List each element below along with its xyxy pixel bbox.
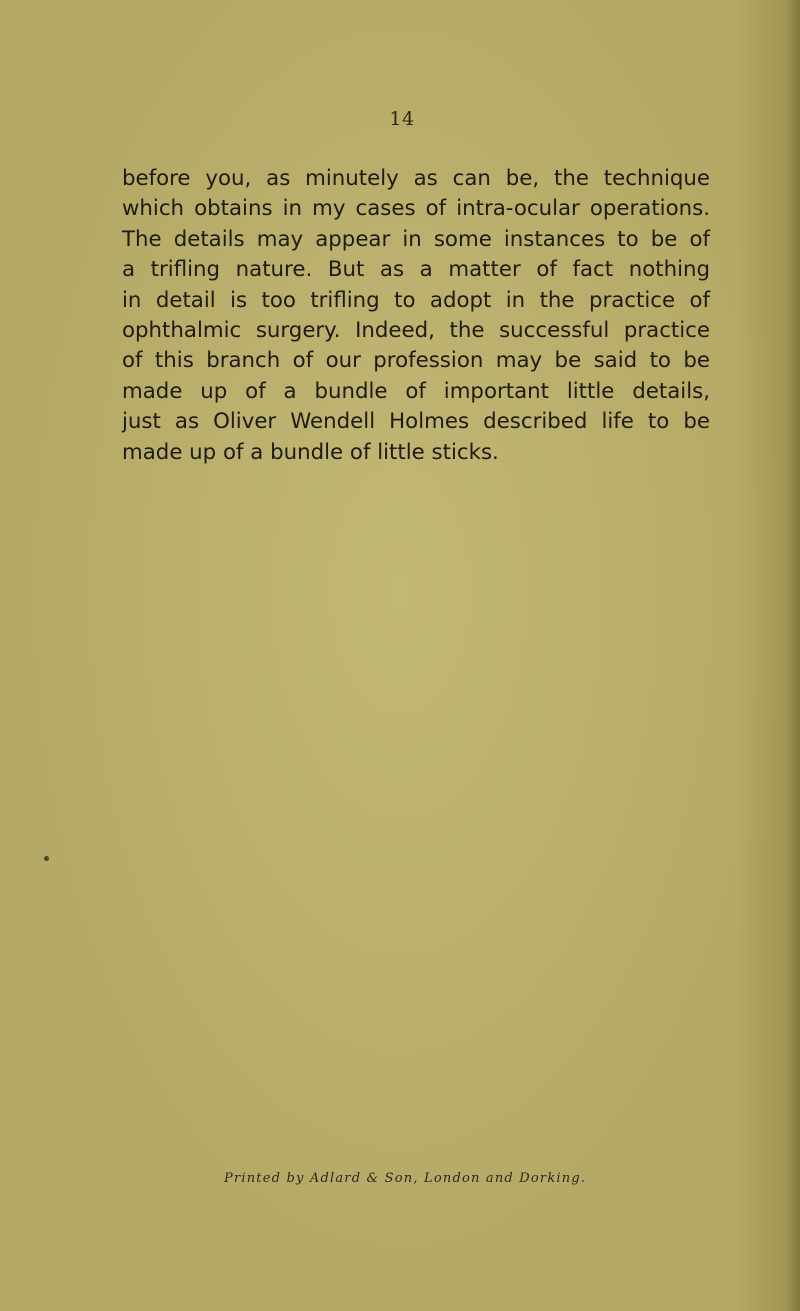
page-number: 14 (389, 108, 415, 130)
paragraph-line: which obtains in my cases of intra-ocular operations. (122, 196, 710, 222)
paragraph-line: in detail is too trifling to adopt in the practice of (122, 287, 710, 313)
paragraph-line: of this branch of our profession may be said to be (122, 348, 710, 374)
page-edge-shadow (786, 0, 800, 1311)
paragraph-line: a trifling nature. But as a matter of fact nothing (122, 257, 710, 283)
printer-imprint: Printed by Adlard & Son, London and Dorking. (224, 1171, 587, 1186)
paragraph-line: made up of a bundle of little sticks. (122, 439, 499, 465)
paragraph-line: The details may appear in some instances to be of (122, 226, 710, 252)
paragraph-line: made up of a bundle of important little details, (122, 378, 710, 404)
ink-speck (44, 856, 49, 861)
paragraph-line: before you, as minutely as can be, the technique (122, 166, 710, 191)
paragraph-line: just as Oliver Wendell Holmes described life to be (122, 409, 710, 435)
paragraph-line: ophthalmic surgery. Indeed, the successful practice (122, 318, 710, 344)
body-paragraph (122, 164, 710, 468)
